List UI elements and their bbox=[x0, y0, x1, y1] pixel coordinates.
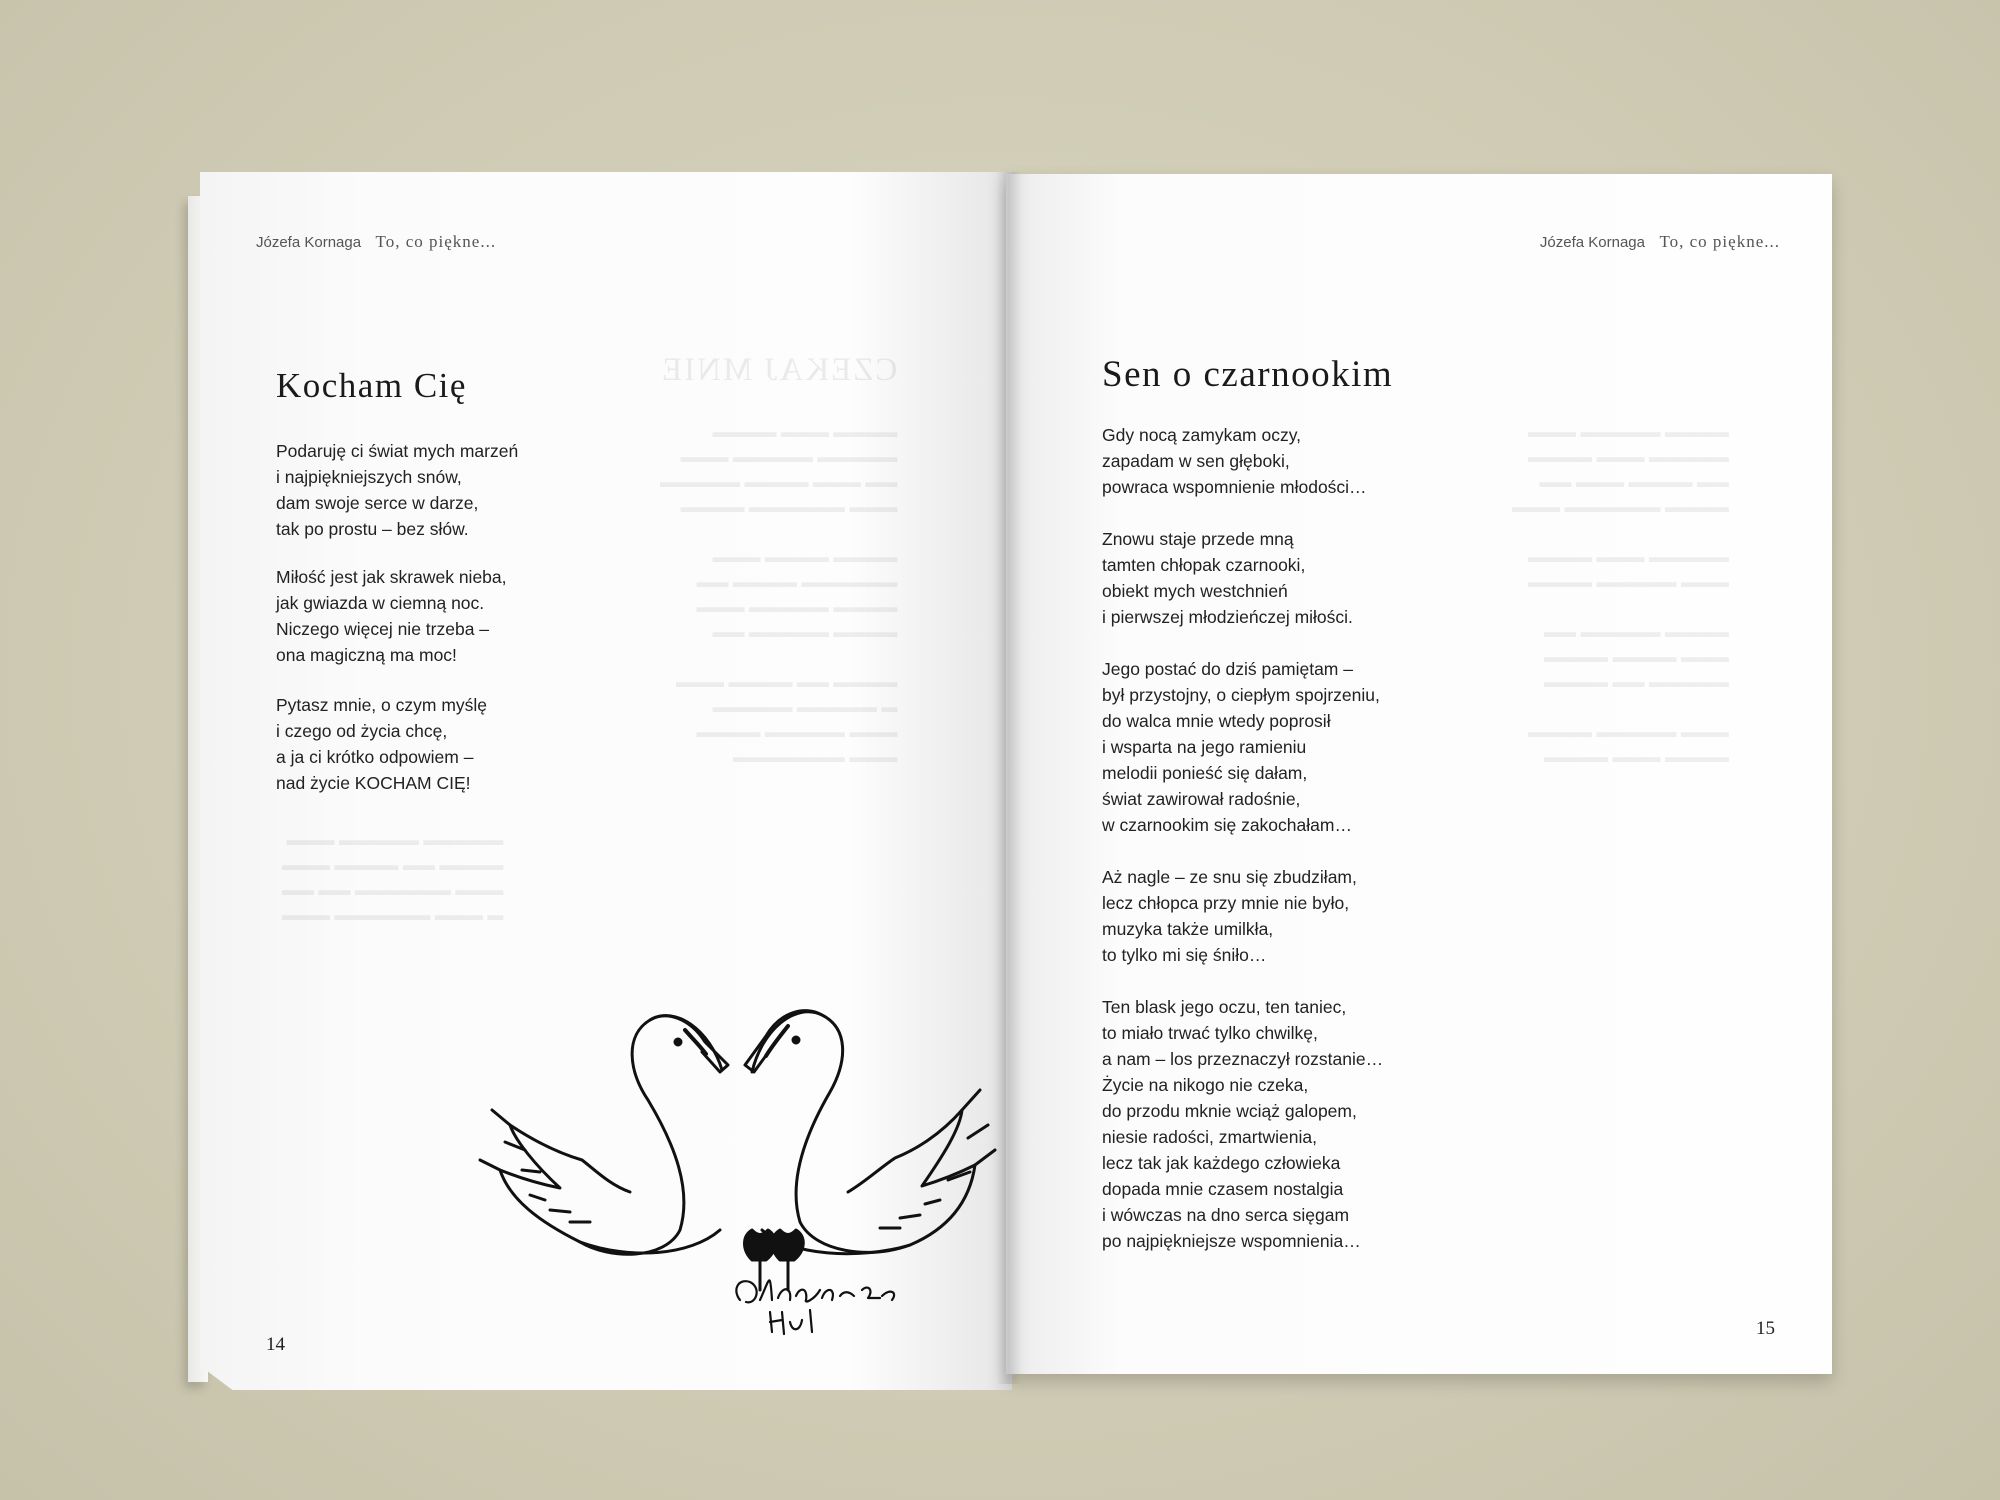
poem-stanza: Aż nagle – ze snu się zbudziłam, lecz chłopca przy mnie nie było, muzyka także umilkła, to tylko mi się śniło… bbox=[1102, 867, 1357, 965]
poem-stanza: Znowu staje przede mną tamten chłopak czarnooki, obiekt mych westchnień i pierwszej młodzieńczej miłości. bbox=[1102, 529, 1353, 627]
poem-stanza: Podaruję ci świat mych marzeń i najpiękniejszych snów, dam swoje serce w darze, tak po prostu – bez słów. bbox=[276, 441, 519, 539]
show-through-title: CZEKAJ MNIE bbox=[660, 352, 898, 388]
poem-stanza: Jego postać do dziś pamiętam – był przystojny, o ciepłym spojrzeniu, do walca mnie wtedy poprosił i wsparta na jego ramieniu melodii ponieść się dałam, świat zawirował radośnie, w czarnookim się zakochałam… bbox=[1102, 659, 1380, 835]
poem-stanza: Gdy nocą zamykam oczy, zapadam w sen głęboki, powraca wspomnienie młodości… bbox=[1102, 425, 1367, 497]
header-book-title: To, co piękne... bbox=[375, 232, 497, 251]
poem-stanza: Miłość jest jak skrawek nieba, jak gwiazda w ciemną noc. Niczego więcej nie trzeba – ona magiczną ma moc! bbox=[276, 567, 507, 665]
header-author: Józefa Kornaga bbox=[256, 234, 362, 251]
page-number: 15 bbox=[1756, 1318, 1775, 1339]
header-book-title: To, co piękne... bbox=[1659, 232, 1780, 251]
page-number: 14 bbox=[266, 1334, 285, 1355]
show-through-text: ▬▬▬▬ ▬▬▬ ▬▬▬▬ ▬▬▬▬▬ ▬▬▬▬▬ ▬▬▬ ▬▬ ▬▬▬ ▬▬▬▬ ▬▬▬▬▬ ▬▬▬ ▬▬▬▬▬▬ ▬▬▬▬ ▬▬▬▬ ▬▬▬▬ ▬▬▬ ▬▬▬▬▬▬ ▬▬▬▬ ▬▬ ▬▬▬▬ ▬▬▬▬▬ ▬▬▬ ▬▬▬▬ ▬▬▬▬▬ ▬▬ ▬▬▬▬ ▬▬ ▬▬▬▬ ▬▬▬ ▬ ▬▬▬▬▬ ▬▬▬▬▬ ▬▬▬ ▬▬▬▬▬ ▬▬▬▬ ▬▬▬ ▬▬▬▬▬▬▬ bbox=[660, 424, 898, 766]
running-header-left bbox=[256, 232, 496, 252]
show-through-text-lower: ▬▬▬▬▬ ▬▬▬▬▬ ▬▬▬ ▬▬▬▬ ▬▬ ▬▬▬▬ ▬▬▬ ▬▬▬ ▬▬▬▬▬▬ ▬▬ ▬▬ ▬ ▬▬▬ ▬▬▬▬▬▬ ▬▬▬ bbox=[282, 832, 504, 924]
swans-illustration bbox=[470, 960, 1010, 1340]
running-header-right bbox=[1540, 232, 1780, 252]
header-author: Józefa Kornaga bbox=[1539, 234, 1645, 251]
poem-title: Sen o czarnookim bbox=[1102, 354, 1394, 395]
poem-stanza: Ten blask jego oczu, ten taniec, to miało trwać tylko chwilkę, a nam – los przeznaczył rozstanie… Życie na nikogo nie czeka, do przodu mknie wciąż galopem, niesie radości, zmartwienia, lecz tak jak każdego człowieka dopada mnie czasem nostalgia i wówczas na dno serca sięgam po najpiękniejsze wspomnienia… bbox=[1102, 997, 1384, 1251]
show-through-text-right: ▬▬▬▬ ▬▬▬▬▬ ▬▬▬ ▬▬▬▬▬ ▬▬▬ ▬▬▬▬ ▬▬ ▬▬▬▬ ▬▬▬ ▬▬ ▬▬▬▬ ▬▬▬▬▬▬ ▬▬▬ ▬▬▬▬▬ ▬▬▬ ▬▬▬▬ ▬▬▬ ▬▬▬▬▬ ▬▬▬▬ ▬▬▬▬ ▬▬▬▬▬ ▬▬ ▬▬▬ ▬▬▬▬ ▬▬▬▬ ▬▬▬▬▬ ▬▬ ▬▬▬▬ ▬▬▬ ▬▬▬▬▬ ▬▬▬▬ ▬▬▬▬ ▬▬▬ ▬▬▬▬ bbox=[1512, 424, 1729, 766]
poem-title: Kocham Cię bbox=[276, 366, 467, 405]
poem-stanza: Pytasz mnie, o czym myślę i czego od życia chcę, a ja ci krótko odpowiem – nad życie KOCHAM CIĘ! bbox=[276, 695, 488, 793]
